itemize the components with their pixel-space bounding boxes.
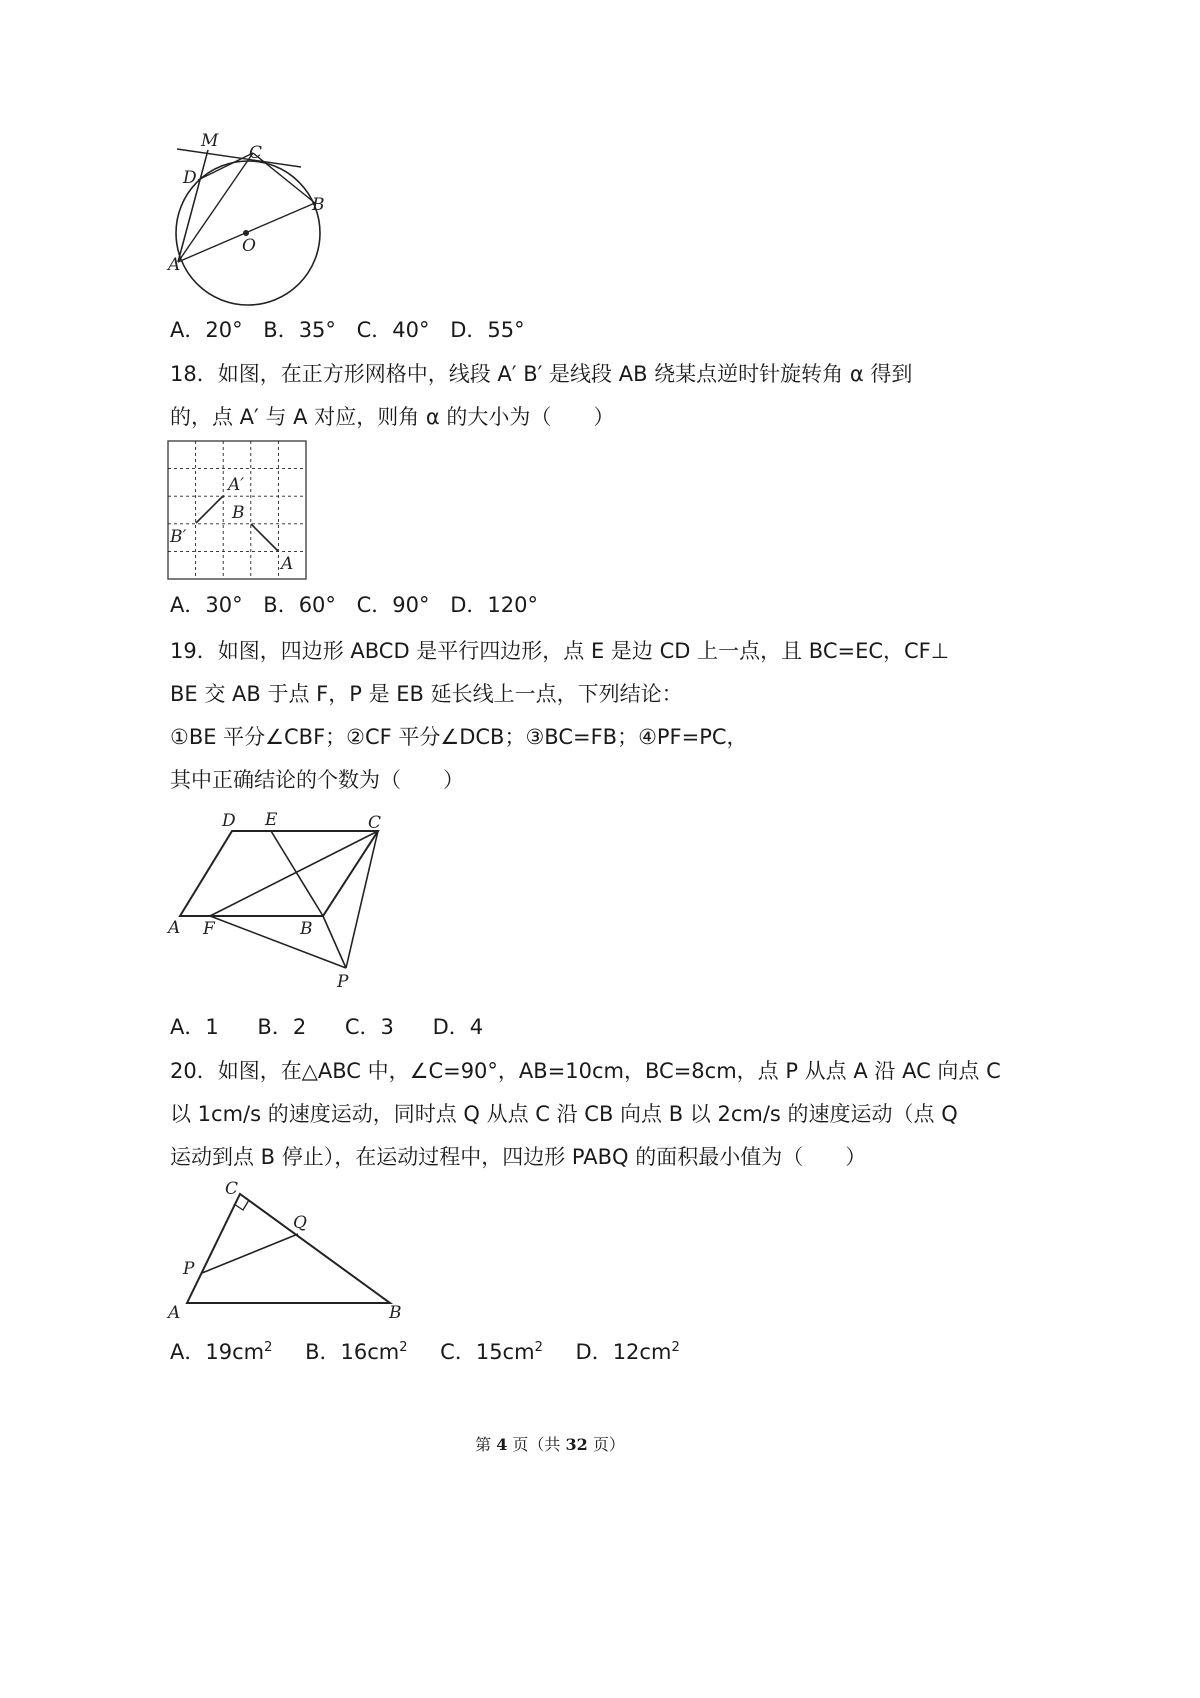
q20-option-c-sup: 2 bbox=[534, 1340, 543, 1355]
q20-option-b-sup: 2 bbox=[399, 1340, 408, 1355]
q17-label-D: D bbox=[183, 168, 197, 188]
q18-option-a[interactable]: A．30° bbox=[170, 593, 243, 617]
q17-option-c[interactable]: C．40° bbox=[356, 318, 430, 342]
q17-option-a[interactable]: A．20° bbox=[170, 318, 243, 342]
footer-suffix: 页） bbox=[592, 1435, 625, 1454]
q20-option-a-sup: 2 bbox=[264, 1340, 273, 1355]
q19-label-D: D bbox=[222, 811, 236, 831]
q19-option-d[interactable]: D．4 bbox=[432, 1015, 484, 1039]
q19-label-B: B bbox=[300, 919, 313, 939]
q20-option-c[interactable] bbox=[440, 1340, 543, 1364]
footer-page-number: 4 bbox=[496, 1435, 508, 1454]
q19-label-P: P bbox=[337, 972, 349, 992]
q19-option-a[interactable]: A．1 bbox=[170, 1015, 219, 1039]
q18-options bbox=[170, 591, 552, 619]
q18-label-A: A bbox=[281, 554, 294, 574]
q20-label-A: A bbox=[168, 1303, 181, 1323]
q19-option-c[interactable]: C．3 bbox=[344, 1015, 394, 1039]
q18-line-1: 18．如图，在正方形网格中，线段 A′ B′ 是线段 AB 绕某点逆时针旋转角 α 得到 bbox=[170, 362, 913, 386]
q20-option-b-text: B．16cm bbox=[305, 1340, 400, 1364]
q17-label-A: A bbox=[168, 255, 181, 275]
q20-label-Q: Q bbox=[293, 1213, 307, 1233]
q20-options bbox=[170, 1334, 680, 1366]
q20-option-a-text: A．19cm bbox=[170, 1340, 265, 1364]
q17-options bbox=[170, 316, 539, 344]
q18-label-B-prime: B′ bbox=[170, 527, 187, 547]
q18-label-A-prime: A′ bbox=[228, 475, 245, 495]
q19-line-2: BE 交 AB 于点 F，P 是 EB 延长线上一点，下列结论： bbox=[170, 682, 683, 706]
q20-option-a[interactable] bbox=[170, 1340, 272, 1364]
q20-line-2: 以 1cm/s 的速度运动，同时点 Q 从点 C 沿 CB 向点 B 以 2cm/s 的速度运动（点 Q bbox=[170, 1102, 958, 1126]
q19-label-E: E bbox=[265, 810, 278, 830]
q17-label-M: M bbox=[201, 131, 219, 151]
q18-option-c[interactable]: C．90° bbox=[356, 593, 430, 617]
q19-options bbox=[170, 1013, 483, 1041]
q20-triangle-figure bbox=[165, 1178, 410, 1323]
q18-grid-figure bbox=[165, 438, 310, 583]
q17-figure bbox=[165, 130, 335, 308]
q20-option-d-sup: 2 bbox=[671, 1340, 680, 1355]
q19-label-A: A bbox=[168, 918, 181, 938]
q17-label-B: B bbox=[312, 195, 325, 215]
q19-line-1: 19．如图，四边形 ABCD 是平行四边形，点 E 是边 CD 上一点，且 BC=EC，CF⊥ bbox=[170, 639, 950, 663]
q17-option-d[interactable]: D．55° bbox=[450, 318, 525, 342]
q20-line-1: 20．如图，在△ABC 中，∠C=90°，AB=10cm，BC=8cm，点 P 从点 A 沿 AC 向点 C bbox=[170, 1059, 1001, 1083]
q18-option-b[interactable]: B．60° bbox=[263, 593, 336, 617]
footer-middle: 页（共 bbox=[512, 1435, 561, 1454]
footer-total-pages: 32 bbox=[565, 1435, 588, 1454]
q20-option-c-text: C．15cm bbox=[440, 1340, 535, 1364]
q19-label-F: F bbox=[203, 919, 215, 939]
q18-label-B: B bbox=[232, 503, 245, 523]
q19-line-4: 其中正确结论的个数为（ ） bbox=[170, 768, 464, 792]
q17-option-b[interactable]: B．35° bbox=[263, 318, 336, 342]
q19-line-3: ①BE 平分∠CBF；②CF 平分∠DCB；③BC=FB；④PF=PC， bbox=[170, 725, 748, 749]
q18-line-2: 的，点 A′ 与 A 对应，则角 α 的大小为（ ） bbox=[170, 405, 615, 429]
q17-label-O: O bbox=[242, 236, 256, 256]
q20-line-3: 运动到点 B 停止），在运动过程中，四边形 PABQ 的面积最小值为（ ） bbox=[170, 1145, 867, 1169]
q19-option-b[interactable]: B．2 bbox=[257, 1015, 307, 1039]
q20-label-B: B bbox=[389, 1303, 402, 1323]
q18-option-d[interactable]: D．120° bbox=[450, 593, 538, 617]
footer-prefix: 第 bbox=[475, 1435, 492, 1454]
q20-label-C: C bbox=[225, 1179, 239, 1199]
page-footer bbox=[0, 1432, 1100, 1455]
q20-option-d[interactable] bbox=[576, 1340, 680, 1364]
q19-parallelogram-figure bbox=[165, 808, 395, 998]
q17-label-C: C bbox=[249, 143, 263, 163]
q20-option-d-text: D．12cm bbox=[575, 1340, 672, 1364]
q19-label-C: C bbox=[368, 813, 382, 833]
q20-option-b[interactable] bbox=[305, 1340, 407, 1364]
q20-label-P: P bbox=[183, 1259, 195, 1279]
